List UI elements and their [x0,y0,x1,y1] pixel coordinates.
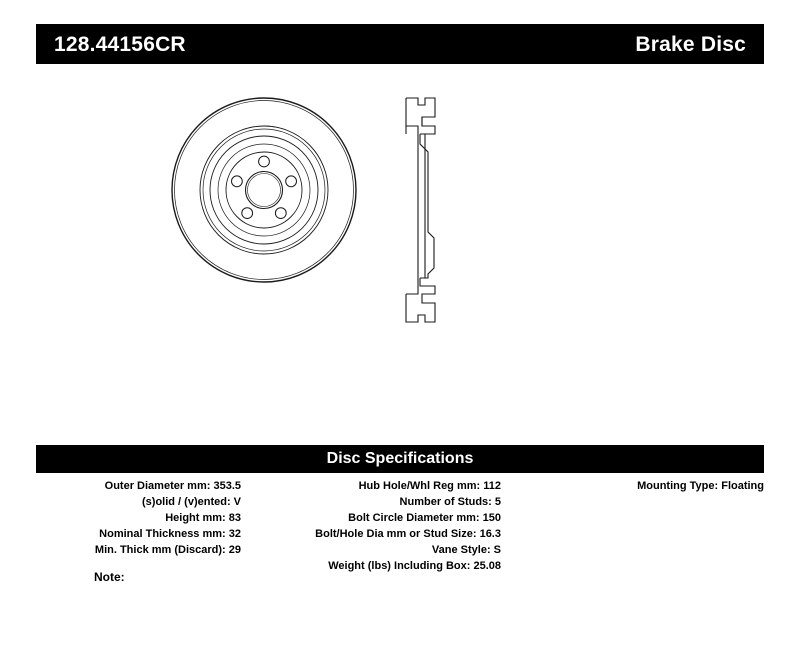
brake-disc-side-view [406,98,435,322]
spec-item: Bolt Circle Diameter mm: 150 [348,512,501,524]
specs-column-right [516,478,764,494]
spec-item: Number of Studs: 5 [399,496,501,508]
specs-table [36,478,764,588]
spec-item: Hub Hole/Whl Reg mm: 112 [358,480,501,492]
spec-item: Nominal Thickness mm: 32 [99,528,241,540]
spec-item: Height mm: 83 [165,512,241,524]
spec-item: Vane Style: S [431,544,501,556]
spec-item: Outer Diameter mm: 353.5 [104,480,241,492]
specs-title: Disc Specifications [326,450,474,467]
header-bar [36,24,764,64]
note-label: Note: [94,570,125,584]
spec-item: Mounting Type: Floating [637,480,764,492]
specs-column-left [36,478,241,558]
part-number: 128.44156CR [54,32,186,56]
specs-column-middle [251,478,501,574]
spec-item: Min. Thick mm (Discard): 29 [94,544,241,556]
technical-drawing [36,72,764,422]
spec-item: Bolt/Hole Dia mm or Stud Size: 16.3 [315,528,501,540]
specs-title-bar [36,445,764,473]
spec-item: Weight (lbs) Including Box: 25.08 [328,560,501,572]
spec-item: (s)olid / (v)ented: V [142,496,241,508]
brake-disc-front-view [172,98,356,282]
product-type-label: Brake Disc [635,32,746,56]
